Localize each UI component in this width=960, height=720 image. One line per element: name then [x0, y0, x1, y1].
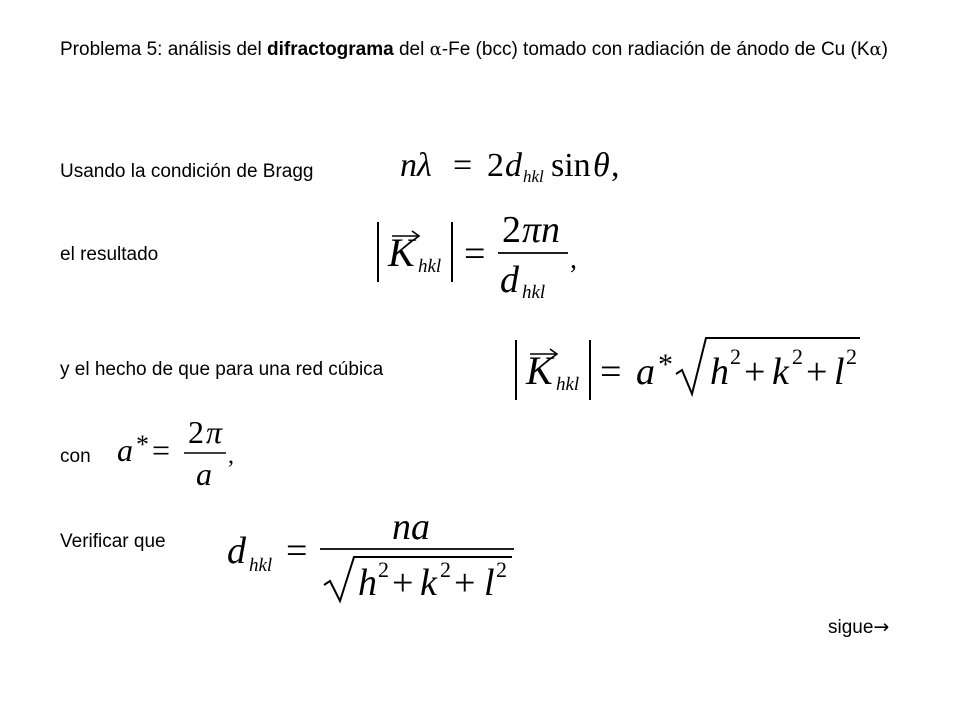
- svg-text:a: a: [636, 351, 655, 393]
- svg-text:2: 2: [792, 344, 803, 369]
- svg-text:2: 2: [378, 557, 389, 582]
- svg-text:=: =: [464, 233, 486, 275]
- svg-text:*: *: [136, 430, 149, 459]
- bragg-label: Usando la condición de Bragg: [60, 161, 314, 182]
- svg-text:+: +: [806, 351, 828, 393]
- svg-text:l: l: [834, 351, 845, 393]
- svg-text:θ: θ: [593, 147, 610, 184]
- svg-text:πn: πn: [522, 209, 561, 251]
- cubic-k-equation: [508, 330, 868, 405]
- title-close: ): [881, 39, 888, 60]
- svg-text:l: l: [484, 562, 495, 604]
- svg-text:*: *: [658, 348, 673, 381]
- svg-text:k: k: [420, 562, 437, 604]
- svg-text:2: 2: [487, 147, 504, 184]
- next-label: sigue: [828, 617, 874, 638]
- svg-text:2: 2: [440, 557, 451, 582]
- svg-text:hkl: hkl: [249, 555, 273, 576]
- svg-text:=: =: [286, 530, 308, 572]
- svg-text:=: =: [600, 351, 622, 393]
- svg-text:na: na: [392, 506, 430, 548]
- alpha-symbol: α: [429, 39, 442, 60]
- svg-text:2: 2: [846, 344, 857, 369]
- k-magnitude-equation: [370, 200, 590, 305]
- right-arrow-icon: →: [873, 616, 890, 638]
- svg-text:2: 2: [496, 557, 507, 582]
- alpha-symbol-2: α: [869, 39, 882, 60]
- svg-text:,: ,: [228, 443, 234, 469]
- svg-text:d: d: [227, 530, 246, 572]
- svg-text:a: a: [196, 456, 212, 492]
- svg-text:d: d: [505, 147, 522, 184]
- svg-text:2: 2: [188, 414, 204, 450]
- svg-text:hkl: hkl: [556, 374, 580, 395]
- title-prefix: Problema 5: análisis del: [60, 39, 267, 60]
- svg-text:π: π: [206, 414, 223, 450]
- svg-text:h: h: [358, 562, 377, 604]
- verify-label: Verificar que: [60, 531, 166, 552]
- svg-text:=: =: [152, 432, 171, 468]
- result-label: el resultado: [60, 244, 159, 265]
- svg-text:k: k: [772, 351, 789, 393]
- title-bold-term: difractograma: [267, 39, 394, 60]
- svg-text:hkl: hkl: [523, 167, 544, 186]
- svg-text:+: +: [392, 562, 414, 604]
- problem-title: [60, 35, 910, 65]
- svg-text:d: d: [500, 259, 519, 301]
- svg-text:sin: sin: [551, 147, 591, 184]
- svg-text:2: 2: [502, 209, 521, 251]
- a-star-equation: [112, 413, 242, 493]
- svg-text:a: a: [117, 432, 133, 468]
- svg-text:nλ: nλ: [400, 147, 432, 184]
- con-label: con: [60, 446, 91, 467]
- bragg-equation: [395, 140, 625, 190]
- d-spacing-equation: [222, 505, 522, 605]
- svg-text:K: K: [388, 230, 415, 275]
- next-link[interactable]: [828, 612, 889, 643]
- svg-text:hkl: hkl: [522, 282, 546, 303]
- svg-text:=: =: [453, 147, 473, 184]
- title-middle: del: [393, 39, 430, 60]
- cubic-label: y el hecho de que para una red cúbica: [60, 359, 384, 380]
- svg-text:K: K: [526, 348, 553, 393]
- title-suffix: -Fe (bcc) tomado con radiación de ánodo de Cu (K: [441, 39, 870, 60]
- svg-text:2: 2: [730, 344, 741, 369]
- svg-text:+: +: [744, 351, 766, 393]
- svg-text:,: ,: [570, 244, 577, 275]
- svg-text:,: ,: [611, 147, 620, 184]
- svg-text:h: h: [710, 351, 729, 393]
- svg-text:+: +: [454, 562, 476, 604]
- svg-text:hkl: hkl: [418, 256, 442, 277]
